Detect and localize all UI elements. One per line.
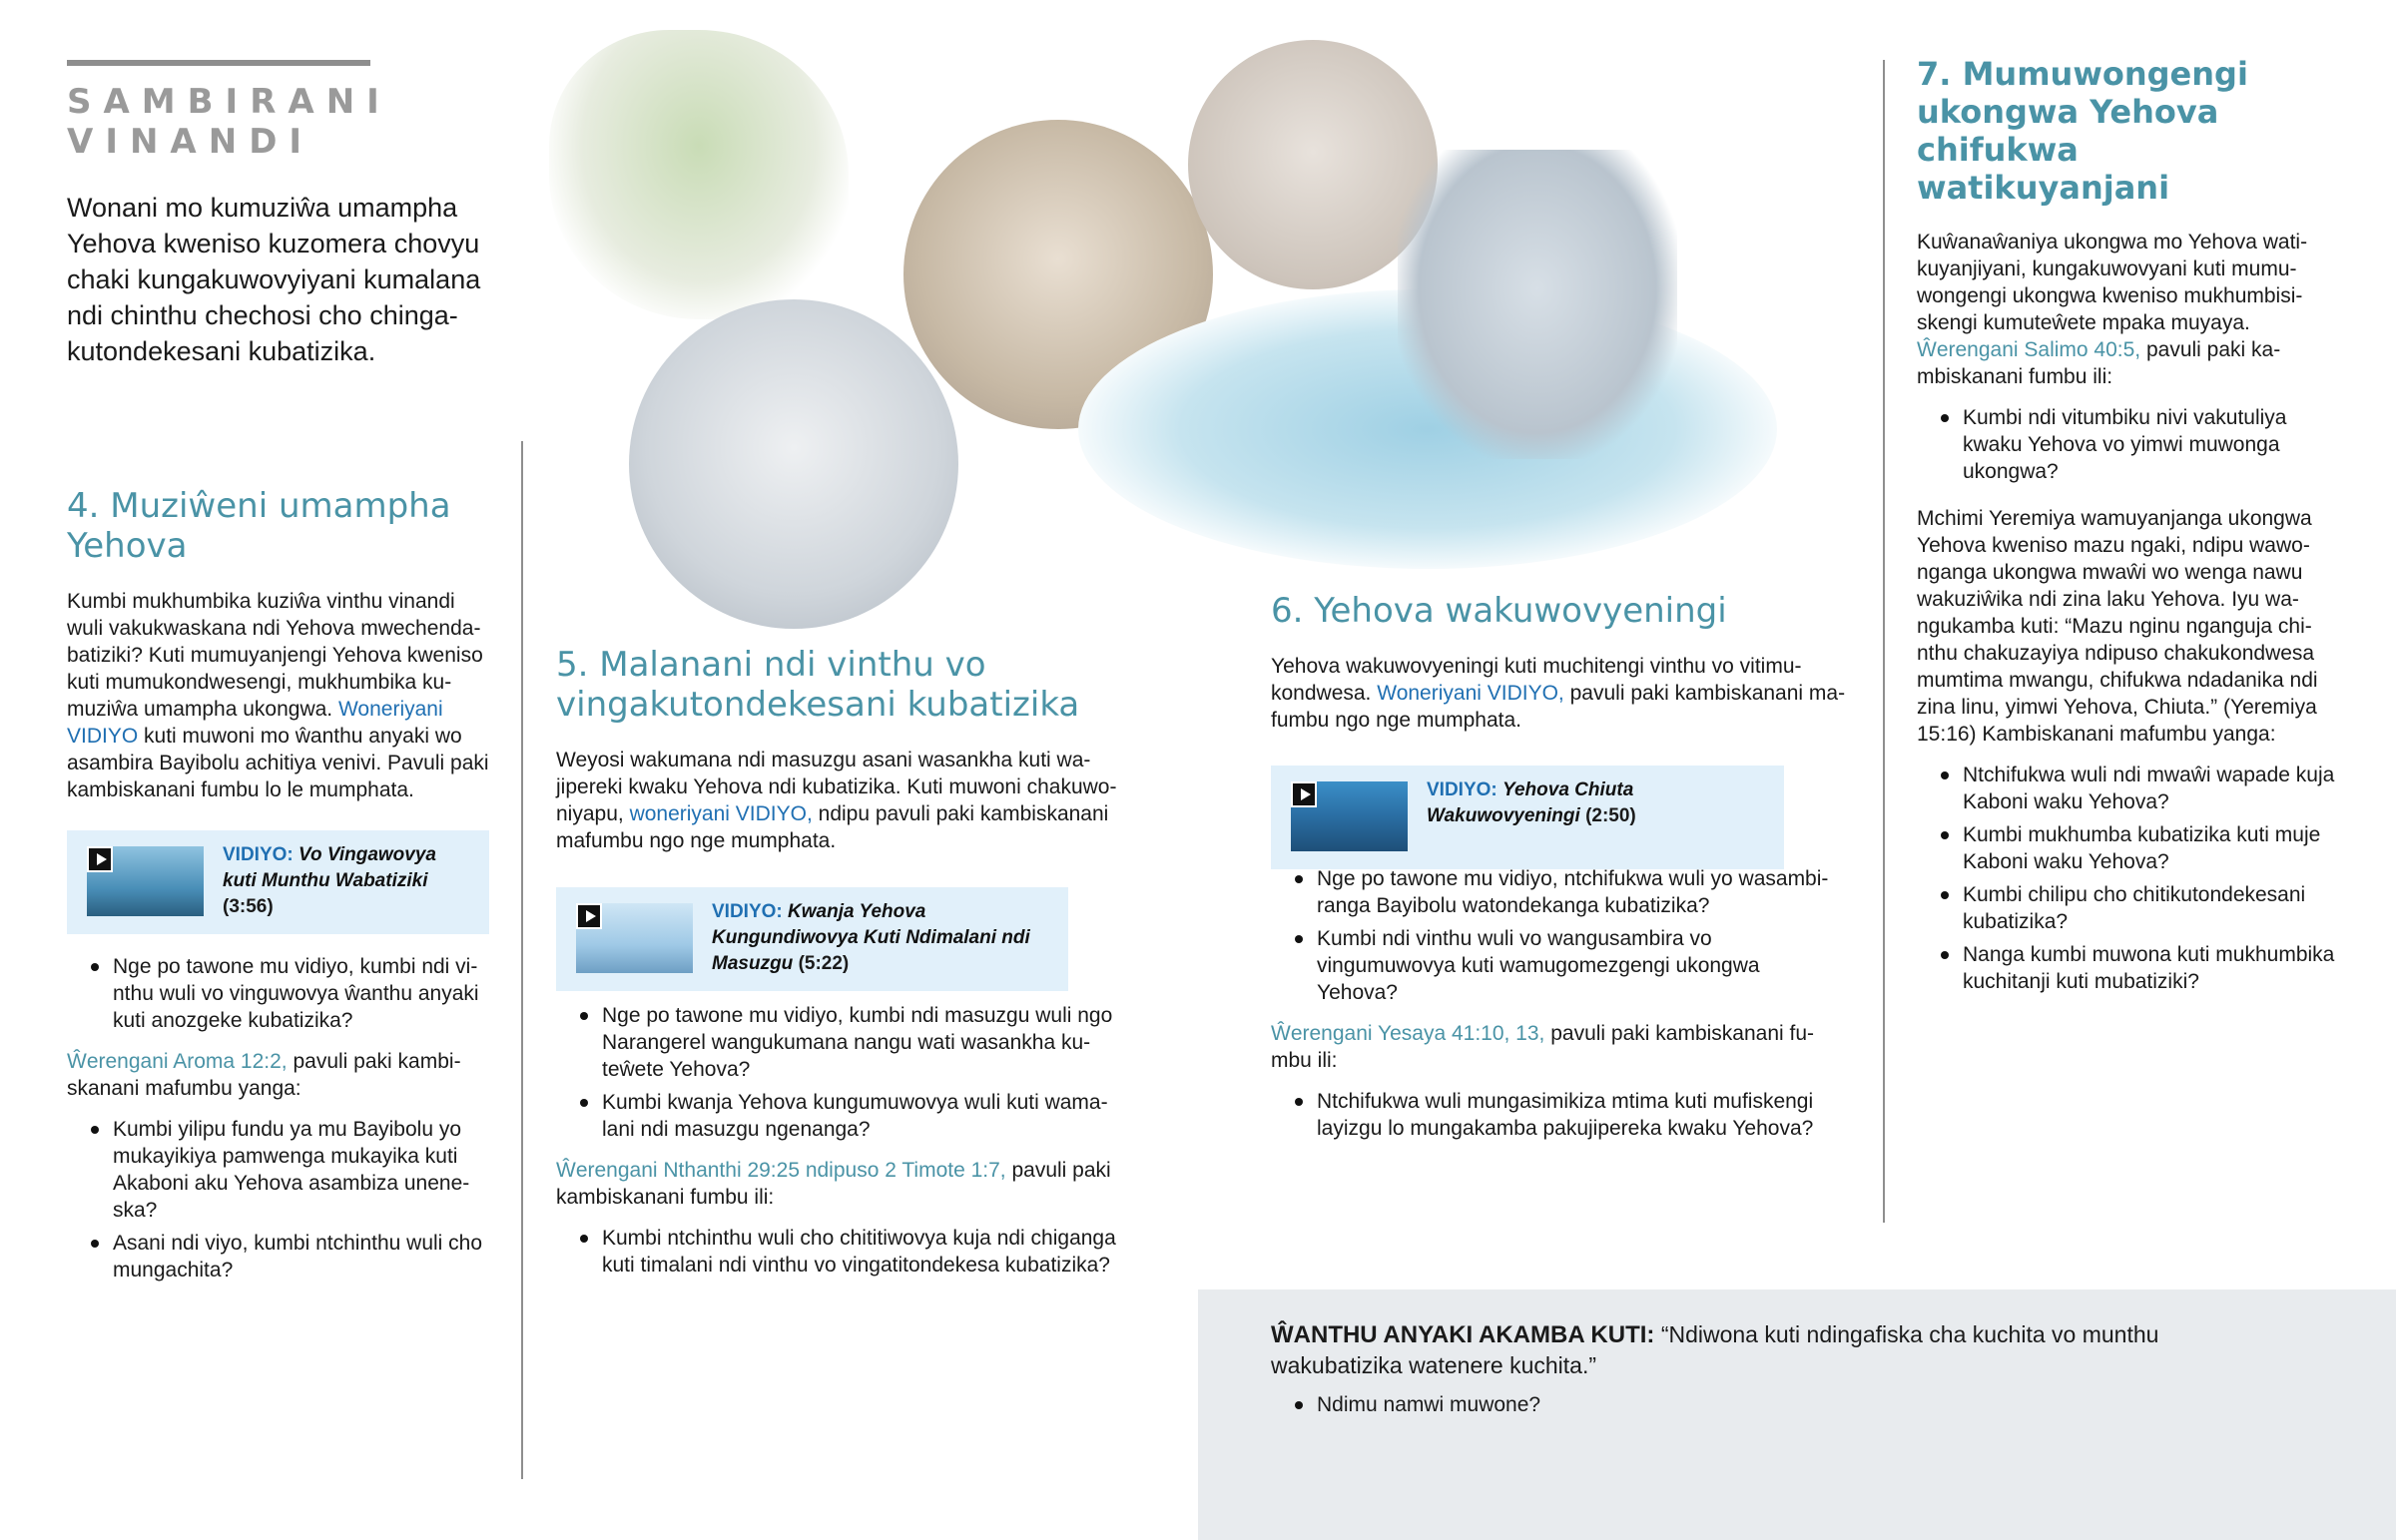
section-5-title: 5. Malanani ndi vinthu vo vingakutondekesani kubatizika (556, 645, 1080, 725)
question-item: Ntchifukwa wuli mungasimikiza mtima kuti mufiskengi layizgu lo mungakamba pakujipereka kwaku Yehova? (1271, 1088, 1830, 1142)
section-5-text-a: Weyosi wakumana ndi masuzgu asani wasankha kuti wajipereki kwaku Yehova ndi kubatizika. Kuti muwoni chakuwoniyapu, (556, 749, 1117, 825)
video-thumbnail (1291, 781, 1408, 851)
section-4-text (67, 588, 489, 803)
video-thumbnail (87, 846, 204, 916)
question-item: Nge po tawone mu vidiyo, ntchifukwa wuli yo wasambiranga Bayibolu watondekanga kubatizika? (1271, 865, 1830, 919)
column-divider-right (1883, 60, 1885, 1223)
section-6 (1271, 591, 1860, 1148)
illustration-friends-bench (549, 30, 849, 319)
question-item: Kumbi ntchinthu wuli cho chititiwovya kuja ndi chiganga kuti timalani ndi vinthu vo vingatitondekesa kubatizika? (556, 1225, 1123, 1279)
video-title: Kwanja Yehova Kungundiwovya Kuti Ndimalani ndi Masuzgu (712, 901, 1030, 974)
section-6-questions-b (1271, 1088, 1830, 1142)
section-5-read-rest: pavuli paki kambiskanani fumbu ili: (556, 1159, 1111, 1209)
scripture-reference[interactable]: Ŵerengani Yesaya 41:10, 13, (1271, 1022, 1545, 1045)
question-item: Ndimu namwi muwone? (1271, 1391, 2169, 1418)
video-thumbnail (576, 903, 693, 973)
section-5-video-label (712, 899, 1041, 977)
section-4 (67, 486, 489, 1289)
video-tag: VIDIYO: (223, 844, 294, 865)
section-4-video-label (223, 842, 462, 920)
section-6-video-label (1427, 777, 1726, 829)
section-4-read-rest: pavuli paki kambiskanani mafumbu yanga: (67, 1050, 461, 1100)
section-5-questions-a (556, 1002, 1123, 1143)
column-divider-left (521, 441, 523, 1479)
section-5-video-link[interactable]: woneriyani VIDIYO, (629, 802, 813, 825)
illustration-right (1068, 40, 1767, 579)
section-5-video-card[interactable] (556, 887, 1068, 991)
section-6-video-card[interactable] (1271, 766, 1784, 869)
play-icon (576, 903, 602, 929)
question-item: Kumbi ndi vitumbiku nivi vakutuliya kwaku Yehova vo yimwi muwonga ukongwa? (1917, 404, 2336, 485)
section-5-questions-b (556, 1225, 1123, 1279)
header-line-1: SAMBIRANI (67, 82, 391, 122)
section-4-text-b: kuti muwoni mo ŵanthu anyaki wo asambira Bayibolu achitiya venivi. Pavuli paki kambiskanani fumbu lo le mumphata. (67, 725, 489, 801)
header-line-2: VINANDI (67, 122, 314, 162)
section-6-text-a: Yehova wakuwovyeningi kuti muchitengi vinthu vo vitimukondwesa. (1271, 655, 1802, 705)
section-7-read-rest: pavuli paki kambiskanani fumbu ili: (1917, 338, 2281, 388)
callout-quote: “Ndiwona kuti ndingafiska cha kuchita vo munthu wakubatizika watenere kuchita.” (1271, 1321, 2159, 1378)
callout-box (1198, 1289, 2396, 1540)
scripture-reference[interactable]: Ŵerengani Aroma 12:2, (67, 1050, 288, 1073)
question-item: Kumbi yilipu fundu ya mu Bayibolu yo mukayikiya pamwenga mukayika kuti Akaboni aku Yehova asambiza uneneska? (67, 1116, 489, 1224)
question-item: Nanga kumbi muwona kuti mukhumbika kuchitanji kuti mubatiziki? (1917, 941, 2336, 995)
question-item: Kumbi ndi vinthu wuli vo wangusambira vo vingumuwovya kuti wamugomezgengi ukongwa Yehova? (1271, 925, 1830, 1006)
question-item: Kumbi chilipu cho chitikutondekesani kubatizika? (1917, 881, 2336, 935)
section-7-questions-b (1917, 762, 2336, 995)
video-duration: (2:50) (1585, 805, 1636, 826)
callout-text (1271, 1319, 2249, 1380)
question-item: Kumbi mukhumba kubatizika kuti muje Kaboni waku Yehova? (1917, 821, 2336, 875)
question-item: Nge po tawone mu vidiyo, kumbi ndi vinthu wuli vo vinguwovya ŵanthu anyaki kuti anozgeke kubatizika? (67, 953, 489, 1034)
section-5-text-b: ndipu pavuli paki kambiskanani mafumbu ngo nge mumphata. (556, 802, 1109, 852)
video-title: Vo Vingawovya kuti Munthu Wabatiziki (223, 844, 436, 891)
section-7-read (1917, 336, 2336, 390)
header-bar (67, 60, 370, 66)
section-7-title: 7. Mumuwongengi ukongwa Yehova chifukwa watikuyanjani (1917, 55, 2248, 207)
section-6-title: 6. Yehova wakuwovyeningi (1271, 591, 1727, 631)
section-4-video-link[interactable]: Woneriyani VIDIYO (67, 698, 443, 748)
scripture-reference[interactable]: Ŵerengani Nthanthi 29:25 ndipuso 2 Timote 1:7, (556, 1159, 1006, 1182)
section-4-questions-a (67, 953, 489, 1034)
section-6-video-link[interactable]: Woneriyani VIDIYO, (1377, 682, 1564, 705)
question-item: Ntchifukwa wuli ndi mwaŵi wapade kuja Kaboni waku Yehova? (1917, 762, 2336, 815)
question-item: Kumbi kwanja Yehova kungumuwovya wuli kuti wamalani ndi masuzgu ngenanga? (556, 1089, 1123, 1143)
scripture-reference[interactable]: Ŵerengani Salimo 40:5, (1917, 338, 2141, 361)
section-7-text-a: Kuŵanaŵaniya ukongwa mo Yehova watikuyanjiyani, kungakuwovyani kuti mumuwongengi ukongwa kweniso mukhumbisiskengi kumuteŵete mpaka muyaya. (1917, 231, 2308, 334)
section-4-read (67, 1048, 489, 1102)
video-tag: VIDIYO: (1427, 779, 1498, 800)
video-title: Yehova Chiuta Wakuwovyeningi (1427, 779, 1634, 826)
section-4-video-card[interactable] (67, 830, 489, 934)
video-duration: (5:22) (798, 953, 850, 974)
callout-lead: ŴANTHU ANYAKI AKAMBA KUTI: (1271, 1321, 1655, 1348)
section-5-read (556, 1157, 1123, 1211)
header-label (67, 82, 391, 162)
video-tag: VIDIYO: (712, 901, 783, 922)
section-7-questions-a (1917, 404, 2336, 485)
section-4-title: 4. Muziŵeni umampha Yehova (67, 486, 451, 566)
illustration-workplace (629, 299, 958, 629)
play-icon (87, 846, 113, 872)
intro-text: Wonani mo kumuziŵa umampha Yehova kweniso kuzomera chovyu chaki kungakuwovyiyani kumalana ndi chinthu chechosi cho chingakutondekesani kubatizika. (67, 193, 481, 366)
question-item: Asani ndi viyo, kumbi ntchinthu wuli cho mungachita? (67, 1230, 489, 1283)
section-6-read (1271, 1020, 1830, 1074)
section-5-text (556, 747, 1123, 854)
section-6-text-b: pavuli paki kambiskanani mafumbu ngo nge mumphata. (1271, 682, 1846, 732)
play-icon (1291, 781, 1317, 807)
section-5 (556, 645, 1123, 1284)
section-7 (1917, 55, 2336, 1001)
section-6-text (1271, 653, 1860, 734)
question-item: Nge po tawone mu vidiyo, kumbi ndi masuzgu wuli ngo Narangerel wangukumana nangu wati wasankha kuteŵete Yehova? (556, 1002, 1123, 1083)
section-6-read-rest: pavuli paki kambiskanani fumbu ili: (1271, 1022, 1815, 1072)
section-7-text-b: Mchimi Yeremiya wamuyanjanga ukongwa Yehova kweniso mazu ngaki, ndipu wawonganga ukongwa mwaŵi wo wenga nawu wakuziŵika ndi zina laku Yehova. Iyu wangukamba kuti: “Mazu nginu nganguja chinthu chakuzayiya ndipuso chakukondwesa mumtima mwangu, chifukwa ndadanika ndi zina linu, yimwi Yehova, Chiuta.” (Yeremiya 15:16) Kambiskanani mafumbu yanga: (1917, 507, 2318, 746)
section-4-text-a: Kumbi mukhumbika kuziŵa vinthu vinandi wuli vakukwaskana ndi Yehova mwechendabatiziki? Kuti mumuyanjengi Yehova kweniso kuti mumukondwesengi, mukhumbika kumuziŵa umampha ukongwa. (67, 590, 483, 721)
callout-questions (1271, 1391, 2169, 1424)
illustration-baptism-figures (1398, 150, 1677, 459)
section-4-questions-b (67, 1116, 489, 1283)
section-6-questions-a (1271, 865, 1830, 1006)
video-duration: (3:56) (223, 896, 274, 917)
